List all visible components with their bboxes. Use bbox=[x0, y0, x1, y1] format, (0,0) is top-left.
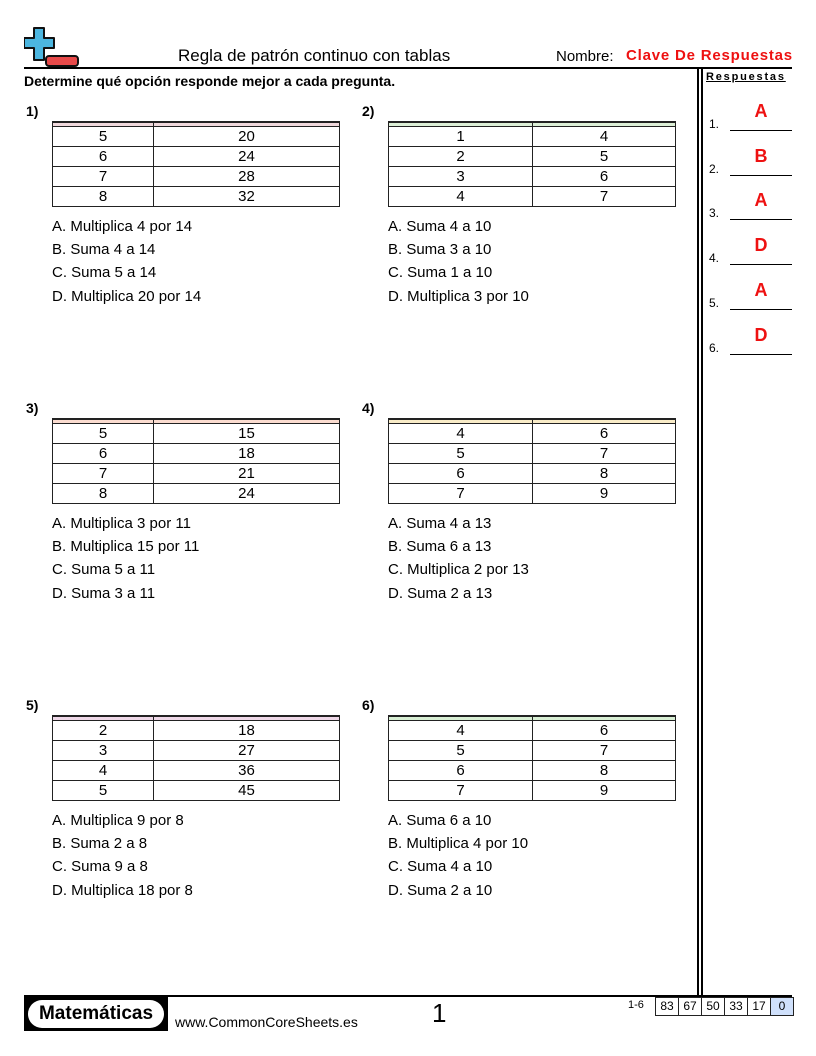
score-cell: 33 bbox=[725, 997, 748, 1016]
answer-row-3 bbox=[709, 190, 793, 220]
table-cell: 7 bbox=[533, 187, 676, 207]
table-cell: 5 bbox=[389, 444, 533, 464]
page-number: 1 bbox=[432, 998, 447, 1028]
score-table bbox=[655, 997, 794, 1016]
answer-number: 5. bbox=[709, 296, 720, 310]
table-cell: 5 bbox=[389, 741, 533, 761]
name-label: Nombre: bbox=[556, 48, 614, 65]
table-cell: 8 bbox=[53, 187, 154, 207]
table-cell: 2 bbox=[53, 721, 154, 741]
choice-a: A. Multiplica 9 por 8 bbox=[52, 812, 184, 829]
answers-title: Respuestas bbox=[706, 71, 786, 83]
instructions: Determine qué opción responde mejor a cada pregunta. bbox=[24, 73, 396, 89]
choice-a: A. Multiplica 4 por 14 bbox=[52, 218, 193, 235]
answer-number: 2. bbox=[709, 162, 720, 176]
choice-a: A. Multiplica 3 por 11 bbox=[52, 515, 191, 532]
score-cell-highlighted: 0 bbox=[771, 997, 794, 1016]
choice-d: D. Multiplica 18 por 8 bbox=[52, 881, 193, 899]
table-cell: 28 bbox=[154, 167, 340, 187]
score-cell: 50 bbox=[702, 997, 725, 1016]
answer-letter: D bbox=[754, 325, 768, 345]
table-cell: 6 bbox=[53, 147, 154, 167]
pattern-table bbox=[388, 121, 676, 207]
choice-c: C. Suma 9 a 8 bbox=[52, 858, 148, 876]
problem-number: 4) bbox=[362, 400, 375, 416]
pattern-table bbox=[388, 418, 676, 504]
worksheet-title: Regla de patrón continuo con tablas bbox=[178, 46, 451, 65]
table-cell: 5 bbox=[533, 147, 676, 167]
table-cell: 32 bbox=[154, 187, 340, 207]
choice-a: A. Suma 4 a 10 bbox=[388, 218, 492, 235]
answer-number: 1. bbox=[709, 117, 720, 131]
table-cell: 45 bbox=[154, 781, 340, 801]
table-cell: 6 bbox=[533, 721, 676, 741]
table-cell: 4 bbox=[389, 721, 533, 741]
table-cell: 7 bbox=[533, 444, 676, 464]
answer-line bbox=[730, 219, 792, 220]
choice-a: A. Suma 6 a 10 bbox=[388, 812, 492, 829]
table-cell: 15 bbox=[154, 424, 340, 444]
choice-c: C. Suma 1 a 10 bbox=[388, 264, 493, 282]
table-cell: 7 bbox=[53, 167, 154, 187]
table-cell: 3 bbox=[389, 167, 533, 187]
score-cell: 83 bbox=[655, 997, 679, 1016]
table-cell: 5 bbox=[53, 781, 154, 801]
table-cell: 4 bbox=[389, 424, 533, 444]
answer-line bbox=[730, 309, 792, 310]
choices-list bbox=[52, 512, 199, 605]
choice-d: D. Suma 2 a 10 bbox=[388, 881, 493, 899]
choices-list bbox=[52, 809, 193, 902]
choice-d: D. Suma 3 a 11 bbox=[52, 584, 156, 602]
choice-c: C. Suma 5 a 14 bbox=[52, 264, 157, 282]
table-cell: 18 bbox=[154, 721, 340, 741]
answer-line bbox=[730, 130, 792, 131]
table-cell: 7 bbox=[389, 484, 533, 504]
pattern-table bbox=[52, 715, 340, 801]
choices-list bbox=[388, 215, 529, 308]
problem-number: 5) bbox=[26, 697, 39, 713]
table-cell: 18 bbox=[154, 444, 340, 464]
answer-row-6 bbox=[709, 325, 793, 355]
choice-c: C. Multiplica 2 por 13 bbox=[388, 561, 529, 579]
table-cell: 6 bbox=[389, 464, 533, 484]
choice-d: D. Multiplica 3 por 10 bbox=[388, 287, 529, 305]
choice-b: B. Suma 2 a 8 bbox=[52, 835, 148, 853]
table-cell: 6 bbox=[533, 167, 676, 187]
table-cell: 6 bbox=[389, 761, 533, 781]
score-cell: 17 bbox=[748, 997, 771, 1016]
answer-row-1 bbox=[709, 101, 793, 131]
score-range-label: 1-6 bbox=[628, 999, 644, 1011]
choice-b: B. Multiplica 4 por 10 bbox=[388, 835, 529, 853]
choices-list bbox=[388, 809, 528, 902]
table-cell: 9 bbox=[533, 781, 676, 801]
problem-number: 6) bbox=[362, 697, 375, 713]
pattern-table bbox=[52, 418, 340, 504]
plus-minus-logo-icon bbox=[24, 26, 80, 68]
table-cell: 20 bbox=[154, 127, 340, 147]
choice-d: D. Suma 2 a 13 bbox=[388, 584, 493, 602]
table-cell: 5 bbox=[53, 424, 154, 444]
answer-line bbox=[730, 175, 792, 176]
answer-line bbox=[730, 354, 792, 355]
pattern-table bbox=[52, 121, 340, 207]
brand-label: Matemáticas bbox=[28, 1000, 164, 1028]
table-cell: 24 bbox=[154, 147, 340, 167]
answer-row-2 bbox=[709, 146, 793, 176]
table-cell: 24 bbox=[154, 484, 340, 504]
answer-row-5 bbox=[709, 280, 793, 310]
name-value: Clave De Respuestas bbox=[626, 47, 793, 64]
answer-letter: A bbox=[754, 280, 768, 300]
table-cell: 36 bbox=[154, 761, 340, 781]
table-cell: 8 bbox=[533, 761, 676, 781]
choices-list bbox=[52, 215, 201, 308]
table-cell: 7 bbox=[53, 464, 154, 484]
answer-letter: A bbox=[754, 101, 768, 121]
choice-c: C. Suma 5 a 11 bbox=[52, 561, 156, 579]
problem-number: 2) bbox=[362, 103, 375, 119]
choice-a: A. Suma 4 a 13 bbox=[388, 515, 492, 532]
table-cell: 1 bbox=[389, 127, 533, 147]
table-cell: 3 bbox=[53, 741, 154, 761]
table-cell: 8 bbox=[533, 464, 676, 484]
answer-letter: D bbox=[754, 235, 768, 255]
answer-number: 4. bbox=[709, 251, 720, 265]
choices-list bbox=[388, 512, 529, 605]
score-cell: 67 bbox=[679, 997, 702, 1016]
table-cell: 9 bbox=[533, 484, 676, 504]
table-cell: 7 bbox=[533, 741, 676, 761]
choice-b: B. Multiplica 15 por 11 bbox=[52, 538, 200, 556]
table-cell: 7 bbox=[389, 781, 533, 801]
header-divider bbox=[24, 67, 792, 69]
choice-b: B. Suma 6 a 13 bbox=[388, 538, 492, 556]
answer-number: 3. bbox=[709, 206, 720, 220]
answer-letter: B bbox=[754, 146, 768, 166]
table-cell: 8 bbox=[53, 484, 154, 504]
choice-c: C. Suma 4 a 10 bbox=[388, 858, 493, 876]
table-cell: 6 bbox=[53, 444, 154, 464]
table-cell: 5 bbox=[53, 127, 154, 147]
answer-number: 6. bbox=[709, 341, 720, 355]
problem-number: 1) bbox=[26, 103, 39, 119]
answer-row-4 bbox=[709, 235, 793, 265]
answer-line bbox=[730, 264, 792, 265]
site-url: www.CommonCoreSheets.es bbox=[175, 1014, 358, 1030]
answer-column-divider bbox=[697, 68, 699, 996]
table-cell: 6 bbox=[533, 424, 676, 444]
table-cell: 21 bbox=[154, 464, 340, 484]
table-cell: 4 bbox=[533, 127, 676, 147]
choice-d: D. Multiplica 20 por 14 bbox=[52, 287, 202, 305]
pattern-table bbox=[388, 715, 676, 801]
choice-b: B. Suma 3 a 10 bbox=[388, 241, 492, 259]
brand-badge bbox=[24, 997, 168, 1031]
table-cell: 2 bbox=[389, 147, 533, 167]
table-cell: 4 bbox=[389, 187, 533, 207]
answer-column-divider bbox=[701, 68, 703, 996]
choice-b: B. Suma 4 a 14 bbox=[52, 241, 156, 259]
table-cell: 27 bbox=[154, 741, 340, 761]
table-cell: 4 bbox=[53, 761, 154, 781]
answer-letter: A bbox=[754, 190, 768, 210]
problem-number: 3) bbox=[26, 400, 39, 416]
